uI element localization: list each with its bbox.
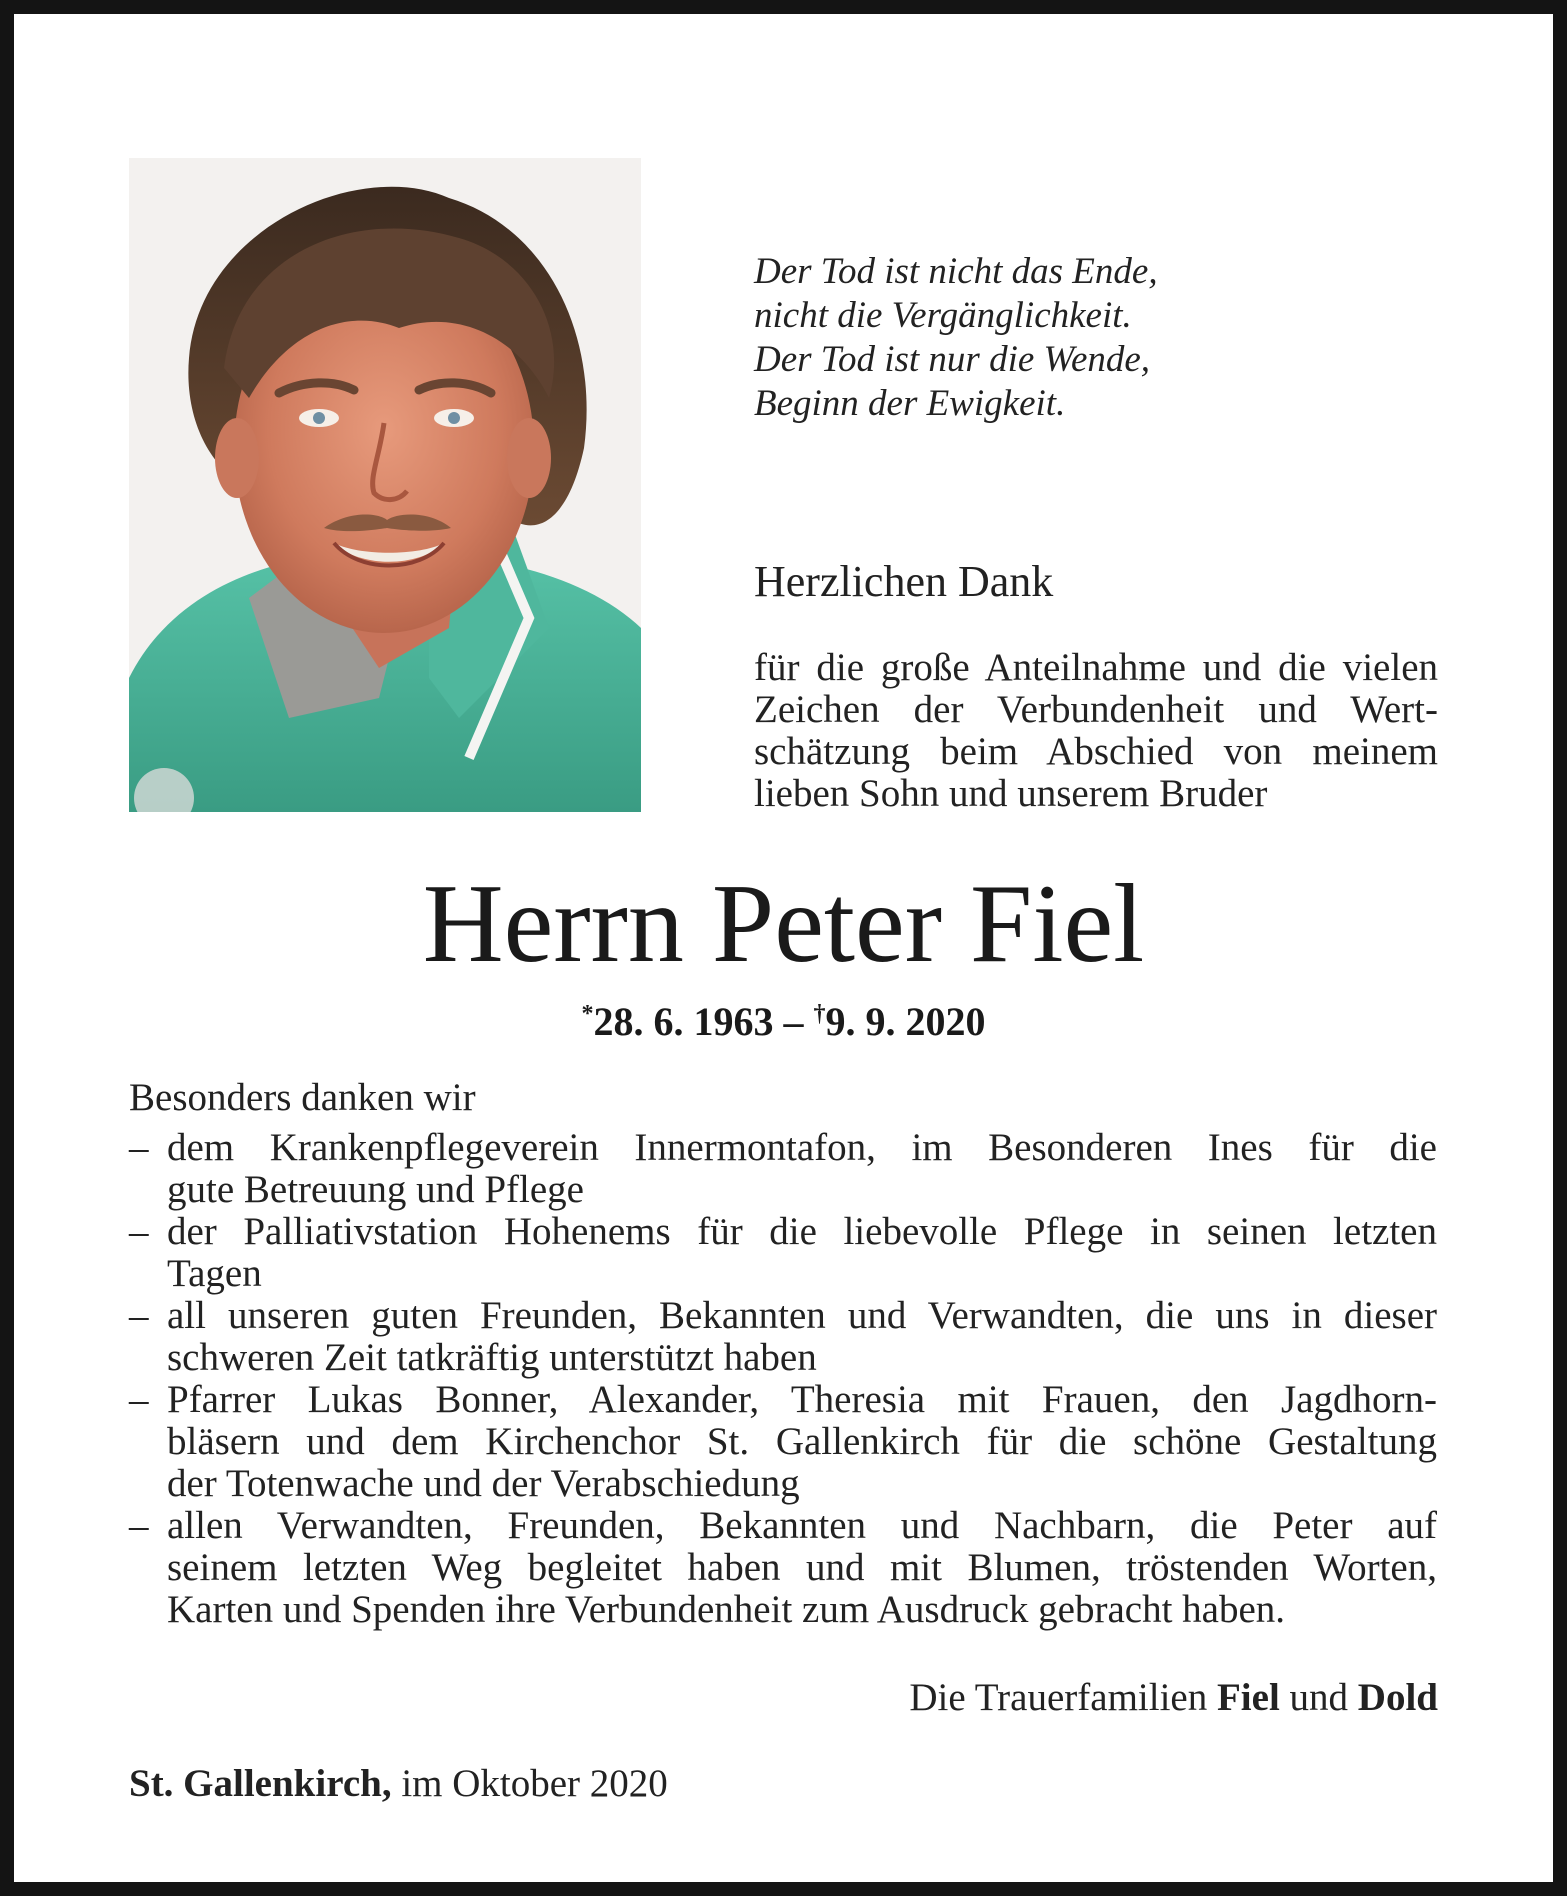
list-item — [129, 1379, 1437, 1505]
list-item — [129, 1295, 1437, 1379]
acknowledgements-intro: Besonders danken wir — [129, 1076, 476, 1119]
thanks-line: lieben Sohn und unserem Bruder — [754, 772, 1268, 815]
list-line: dem Krankenpflegeverein Innermontafon, im Besonderen Ines für die — [167, 1126, 1437, 1169]
signature-prefix: Die Trauerfamilien — [909, 1676, 1217, 1719]
family-name-dold: Dold — [1357, 1676, 1438, 1719]
list-line: bläsern und dem Kirchenchor St. Gallenkirch für die schöne Gestaltung — [167, 1420, 1437, 1463]
thanks-line: Zeichen der Verbundenheit und Wert- — [754, 688, 1438, 731]
date-separator: – — [773, 999, 814, 1044]
thanks-line: für die große Anteilnahme und die vielen — [754, 646, 1438, 689]
thanks-line: schätzung beim Abschied von meinem — [754, 730, 1438, 773]
list-line: seinem letzten Weg begleitet haben und mit Blumen, tröstenden Worten, — [167, 1546, 1437, 1589]
place-and-date — [129, 1760, 668, 1808]
deceased-name: Herrn Peter Fiel — [422, 862, 1145, 986]
list-line: schweren Zeit tatkräftig unterstützt haben — [167, 1336, 817, 1379]
memorial-poem — [754, 250, 1158, 426]
portrait-photo — [129, 158, 641, 812]
list-item — [129, 1127, 1437, 1211]
poem-line: Der Tod ist nicht das Ende, — [754, 251, 1158, 292]
birth-symbol: * — [581, 1001, 594, 1027]
list-item — [129, 1211, 1437, 1295]
list-line: Pfarrer Lukas Bonner, Alexander, Theresia mit Frauen, den Jagdhorn- — [167, 1378, 1437, 1421]
list-line: der Palliativstation Hohenems für die liebevolle Pflege in seinen letzten — [167, 1210, 1437, 1253]
list-line: Karten und Spenden ihre Verbundenheit zum Ausdruck gebracht haben. — [167, 1588, 1286, 1631]
thanks-heading: Herzlichen Dank — [754, 557, 1054, 606]
death-date: 9. 9. 2020 — [825, 999, 986, 1044]
list-line: gute Betreuung und Pflege — [167, 1168, 584, 1211]
list-dash: – — [129, 1504, 149, 1547]
list-line: der Totenwache und der Verabschiedung — [167, 1462, 800, 1505]
signature-conjunction: und — [1279, 1676, 1358, 1719]
acknowledgements-list — [129, 1127, 1437, 1631]
thanks-text — [754, 647, 1438, 815]
list-dash: – — [129, 1294, 149, 1337]
death-symbol: † — [813, 1001, 826, 1027]
list-item — [129, 1505, 1437, 1631]
family-name-fiel: Fiel — [1216, 1676, 1280, 1719]
family-signature — [909, 1674, 1438, 1722]
list-dash: – — [129, 1210, 149, 1253]
poem-line: Der Tod ist nur die Wende, — [754, 339, 1151, 380]
notice-date: im Oktober 2020 — [391, 1762, 668, 1805]
list-dash: – — [129, 1378, 149, 1421]
birth-date: 28. 6. 1963 — [593, 999, 774, 1044]
place-name: St. Gallenkirch, — [129, 1762, 392, 1805]
life-dates — [0, 990, 1567, 1046]
list-line: Tagen — [167, 1252, 262, 1295]
poem-line: Beginn der Ewigkeit. — [754, 383, 1066, 424]
poem-line: nicht die Vergänglichkeit. — [754, 295, 1132, 336]
list-line: all unseren guten Freunden, Bekannten und Verwandten, die uns in dieser — [167, 1294, 1437, 1337]
list-dash: – — [129, 1126, 149, 1169]
list-line: allen Verwandten, Freunden, Bekannten und Nachbarn, die Peter auf — [167, 1504, 1437, 1547]
